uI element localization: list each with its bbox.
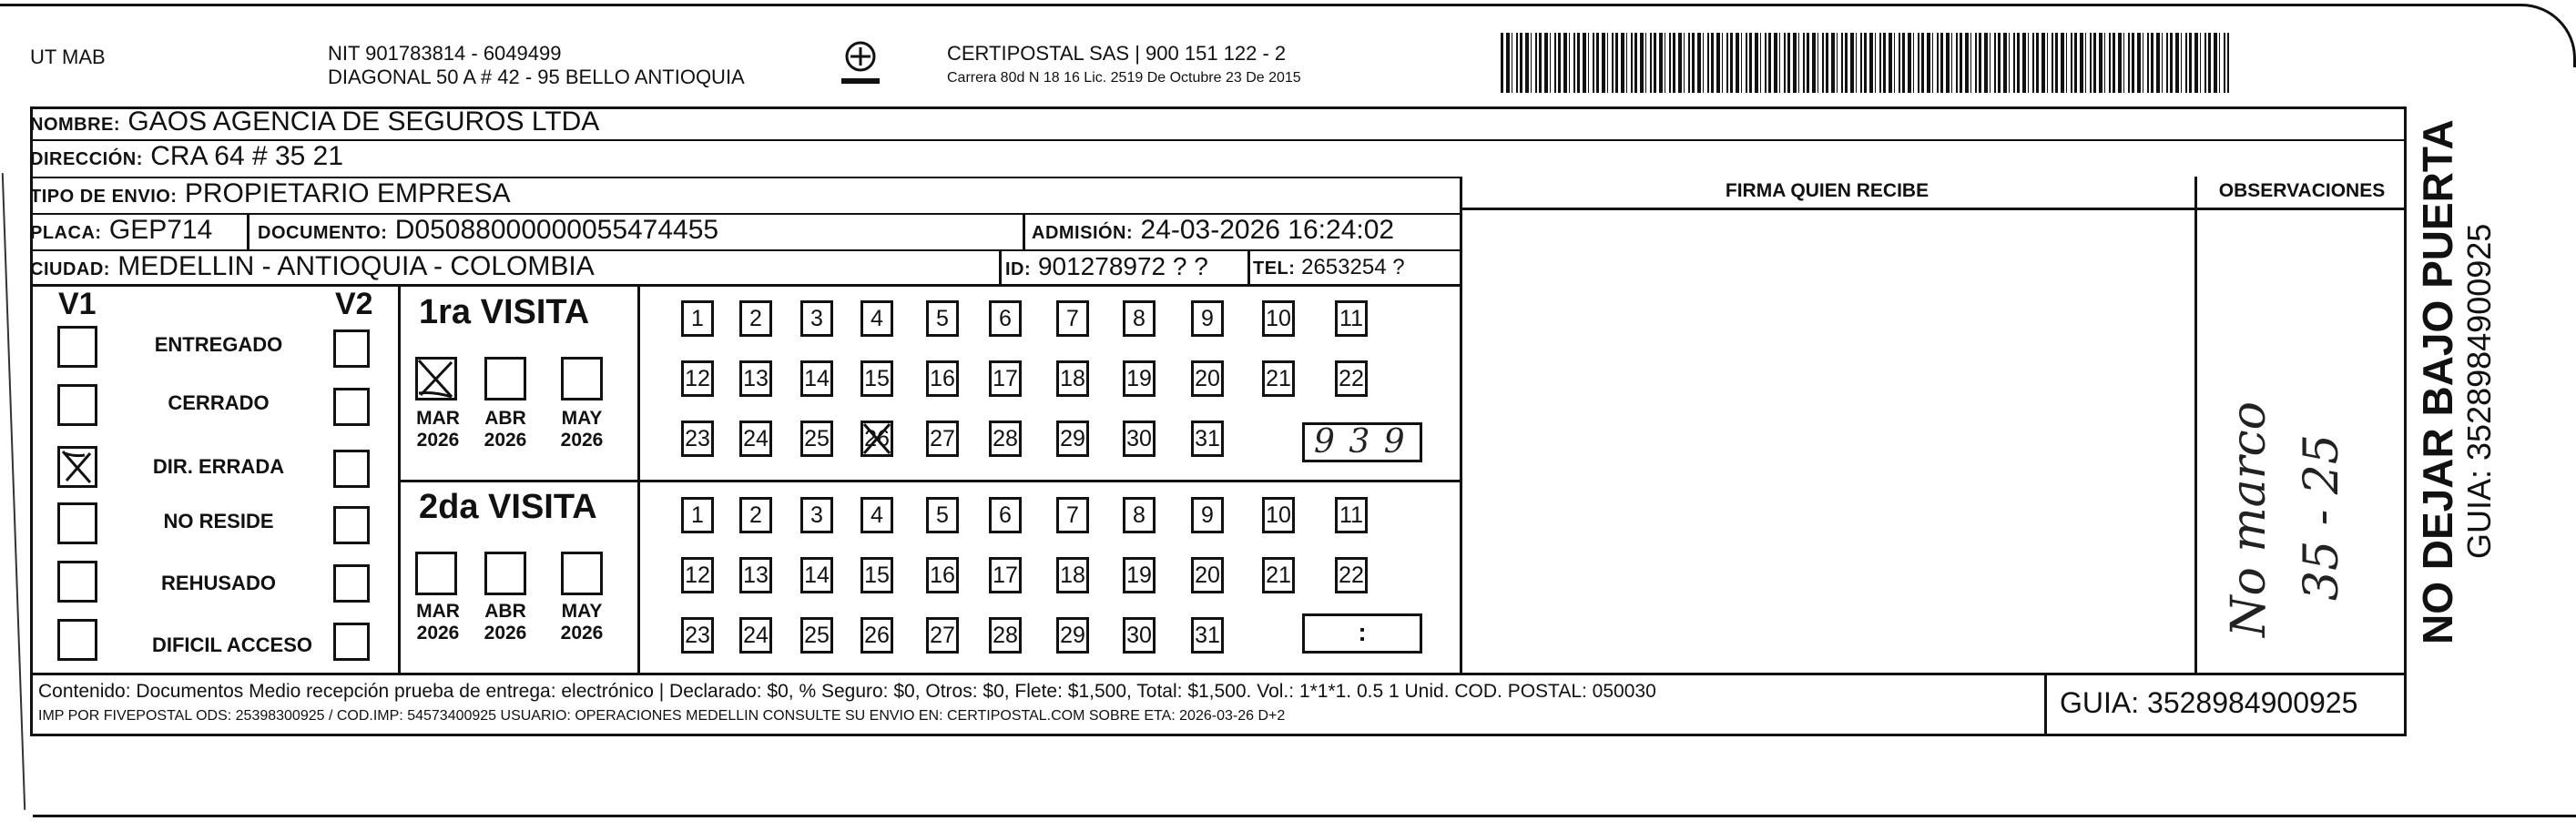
v1-checkbox-dificil-acceso[interactable] <box>57 619 97 661</box>
day-number: 3 <box>810 306 823 331</box>
day-number: 12 <box>685 366 710 391</box>
day-number: 13 <box>743 366 769 391</box>
month-label: ABR <box>484 408 526 429</box>
second-visit-day-7[interactable] <box>1056 497 1089 533</box>
day-number: 22 <box>1339 366 1364 391</box>
day-number: 10 <box>1266 502 1291 528</box>
firma-left-border <box>1460 177 1462 673</box>
day-number: 17 <box>993 563 1018 588</box>
documento-value: D05088000000055474455 <box>394 215 719 245</box>
day-number: 24 <box>743 623 769 648</box>
day-number: 25 <box>804 623 830 648</box>
day-number: 7 <box>1066 306 1079 331</box>
day-number: 2 <box>749 502 762 528</box>
row-nombre <box>30 106 2407 137</box>
first-visit-month-abr <box>479 408 532 451</box>
second-visit-month-may-checkbox[interactable] <box>561 552 603 595</box>
top-border <box>0 4 2513 6</box>
second-visit-day-1[interactable] <box>681 497 714 533</box>
second-visit-title: 2da VISITA <box>419 488 597 526</box>
year-label: 2026 <box>560 430 604 451</box>
admision-field <box>1032 215 1394 248</box>
first-visit-month-may-checkbox[interactable] <box>561 357 603 400</box>
id-field <box>1005 251 1208 285</box>
direccion-value: CRA 64 # 35 21 <box>150 141 344 171</box>
second-visit-day-8[interactable] <box>1123 497 1156 533</box>
day-number: 9 <box>1201 502 1214 528</box>
row-tipo <box>30 177 1460 209</box>
second-visit-day-12[interactable] <box>681 557 714 593</box>
day-number: 4 <box>871 502 883 528</box>
second-visit-day-26[interactable] <box>860 617 893 654</box>
second-visit-day-29[interactable] <box>1056 617 1089 654</box>
first-visit-hour-handwritten: 9 3 9 <box>1314 423 1407 461</box>
v2-checkbox-no-reside[interactable] <box>333 506 370 544</box>
day-number: 16 <box>930 563 955 588</box>
day-number: 11 <box>1339 306 1363 331</box>
v1-checkbox-cerrado[interactable] <box>57 384 97 426</box>
first-visit-day-15[interactable] <box>860 360 893 397</box>
visit-days-divider <box>637 284 640 673</box>
day-number: 18 <box>1060 366 1085 391</box>
status-bottom-line <box>30 673 2407 675</box>
v1-checkbox-dir-errada[interactable] <box>57 446 97 488</box>
first-visit-day-3[interactable] <box>800 300 833 337</box>
observaciones-handwritten-2: 35 - 25 <box>2295 434 2349 601</box>
second-visit-month-abr-checkbox[interactable] <box>484 552 526 595</box>
first-visit-day-28[interactable] <box>989 421 1022 457</box>
tipo-label: TIPO DE ENVIO: <box>30 187 178 207</box>
v1-checkbox-rehusado[interactable] <box>57 561 97 603</box>
bottom-border <box>33 815 2576 817</box>
first-visit-day-18[interactable] <box>1056 360 1089 397</box>
header-nit: NIT 901783814 - 6049499 <box>328 42 562 65</box>
footer-guia: GUIA: 3528984900925 <box>2060 686 2358 719</box>
id-label: ID: <box>1005 259 1032 279</box>
first-visit-month-may <box>555 408 608 451</box>
second-visit-hour-box[interactable] <box>1302 613 1422 654</box>
right-curve-border <box>2513 4 2576 67</box>
v1-label: V1 <box>58 287 97 321</box>
id-value: 901278972 ? ? <box>1037 252 1208 280</box>
day-number: 2 <box>749 306 762 331</box>
tipo-value: PROPIETARIO EMPRESA <box>184 178 511 208</box>
ciudad-label: CIUDAD: <box>30 259 110 279</box>
second-visit-day-13[interactable] <box>739 557 772 593</box>
observaciones-header: OBSERVACIONES <box>2218 180 2386 201</box>
first-visit-day-26[interactable] <box>860 421 893 457</box>
first-visit-month-mar <box>412 408 464 451</box>
day-number: 26 <box>864 426 890 451</box>
tel-divider <box>1247 249 1250 284</box>
day-number: 14 <box>804 563 830 588</box>
v1-checkbox-entregado[interactable] <box>57 326 97 368</box>
header-left-code: UT MAB <box>30 46 106 68</box>
second-visit-day-17[interactable] <box>989 557 1022 593</box>
v2-label: V2 <box>335 287 373 321</box>
day-number: 6 <box>999 502 1012 528</box>
first-visit-title: 1ra VISITA <box>419 293 590 331</box>
second-visit-day-2[interactable] <box>739 497 772 533</box>
first-visit-day-20[interactable] <box>1191 360 1224 397</box>
barcode <box>1501 33 2229 93</box>
day-number: 31 <box>1195 623 1220 648</box>
day-number: 13 <box>743 563 769 588</box>
second-visit-day-27[interactable] <box>926 617 959 654</box>
day-number: 1 <box>691 502 704 528</box>
visits-middle-line <box>398 480 1460 482</box>
status-rehusado: REHUSADO <box>161 572 276 594</box>
second-visit-day-30[interactable] <box>1123 617 1156 654</box>
first-visit-day-23[interactable] <box>681 421 714 457</box>
status-no-reside: NO RESIDE <box>163 510 274 532</box>
year-label: 2026 <box>560 623 604 644</box>
v2-checkbox-dir-errada[interactable] <box>333 450 370 488</box>
day-number: 21 <box>1266 366 1291 391</box>
month-label: ABR <box>484 601 526 622</box>
col-header-line <box>1460 208 2407 210</box>
footer-imp: IMP POR FIVEPOSTAL ODS: 25398300925 / COD.IMP: 54573400925 USUARIO: OPERACIONES MEDELLIN CONSULTE SU ENVIO EN: CERTIPOSTAL.COM SOBRE ETA: 2026-03-26 D+2 <box>38 708 1286 724</box>
v1-checkbox-no-reside[interactable] <box>57 502 97 544</box>
second-visit-day-15[interactable] <box>860 557 893 593</box>
admision-value: 24-03-2026 16:24:02 <box>1140 215 1395 245</box>
first-visit-day-16[interactable] <box>926 360 959 397</box>
first-visit-day-22[interactable] <box>1335 360 1368 397</box>
day-number: 12 <box>685 563 710 588</box>
year-label: 2026 <box>484 430 527 451</box>
day-number: 3 <box>810 502 823 528</box>
checkmark-icon <box>860 421 893 457</box>
placa-value: GEP714 <box>108 215 213 245</box>
certipostal-logo-icon <box>838 38 883 91</box>
second-visit-day-10[interactable] <box>1262 497 1295 533</box>
day-number: 19 <box>1126 563 1152 588</box>
day-number: 28 <box>993 623 1018 648</box>
first-visit-day-30[interactable] <box>1123 421 1156 457</box>
status-top-line <box>30 284 1460 287</box>
admision-label: ADMISIÓN: <box>1032 223 1134 243</box>
day-number: 10 <box>1266 306 1291 331</box>
tel-field <box>1253 253 1405 283</box>
first-visit-day-11[interactable] <box>1335 300 1368 337</box>
first-visit-hour-box[interactable] <box>1302 422 1422 462</box>
day-number: 20 <box>1195 563 1220 588</box>
month-label: MAR <box>416 601 460 622</box>
day-number: 28 <box>993 426 1018 451</box>
second-visit-day-23[interactable] <box>681 617 714 654</box>
placa-divider <box>247 213 249 249</box>
day-number: 26 <box>864 623 890 648</box>
header-license: Carrera 80d N 18 16 Lic. 2519 De Octubre 23 De 2015 <box>947 70 1301 86</box>
status-visit-divider <box>398 284 401 673</box>
first-visit-day-13[interactable] <box>739 360 772 397</box>
day-number: 8 <box>1133 502 1145 528</box>
first-visit-month-mar-checkbox[interactable] <box>415 357 457 400</box>
left-edge-line <box>2 173 25 810</box>
day-number: 24 <box>743 426 769 451</box>
observaciones-handwritten-1: No marco <box>2222 401 2276 637</box>
first-visit-day-1[interactable] <box>681 300 714 337</box>
second-visit-day-14[interactable] <box>800 557 833 593</box>
documento-field <box>258 215 718 248</box>
tel-value: 2653254 ? <box>1301 255 1405 279</box>
day-number: 21 <box>1266 563 1291 588</box>
status-dificil-acceso: DIFICIL ACCESO <box>151 633 312 656</box>
second-visit-day-20[interactable] <box>1191 557 1224 593</box>
second-visit-day-16[interactable] <box>926 557 959 593</box>
day-number: 4 <box>871 306 883 331</box>
status-cerrado: CERRADO <box>168 391 270 414</box>
second-visit-day-18[interactable] <box>1056 557 1089 593</box>
row-ciudad <box>30 249 1460 282</box>
day-number: 16 <box>930 366 955 391</box>
row-direccion <box>30 139 2407 172</box>
second-visit-day-4[interactable] <box>860 497 893 533</box>
second-visit-day-11[interactable] <box>1335 497 1368 533</box>
day-number: 22 <box>1339 563 1364 588</box>
first-visit-day-10[interactable] <box>1262 300 1295 337</box>
v2-checkbox-rehusado[interactable] <box>333 564 370 603</box>
first-visit-day-7[interactable] <box>1056 300 1089 337</box>
day-number: 23 <box>685 623 710 648</box>
year-label: 2026 <box>416 623 460 644</box>
v2-checkbox-cerrado[interactable] <box>333 388 370 426</box>
second-visit-month-abr <box>479 601 532 644</box>
ciudad-value: MEDELLIN - ANTIOQUIA - COLOMBIA <box>117 251 595 281</box>
side-guia-text: GUIA: 3528984900925 <box>2460 223 2498 559</box>
second-visit-day-6[interactable] <box>989 497 1022 533</box>
day-number: 31 <box>1195 426 1220 451</box>
second-visit-day-31[interactable] <box>1191 617 1224 654</box>
first-visit-day-6[interactable] <box>989 300 1022 337</box>
day-number: 7 <box>1066 502 1079 528</box>
status-dir-errada: DIR. ERRADA <box>152 455 285 478</box>
second-visit-day-5[interactable] <box>926 497 959 533</box>
checkmark-icon <box>415 357 457 400</box>
second-visit-day-25[interactable] <box>800 617 833 654</box>
second-visit-day-19[interactable] <box>1123 557 1156 593</box>
day-number: 5 <box>936 306 949 331</box>
month-label: MAR <box>416 408 460 429</box>
day-number: 1 <box>691 306 704 331</box>
day-number: 30 <box>1126 623 1152 648</box>
day-number: 20 <box>1195 366 1220 391</box>
footer-contenido: Contenido: Documentos Medio recepción prueba de entrega: electrónico | Declarado: $0, % Seguro: $0, Otros: $0, Flete: $1,500, Total: $1,500. Vol.: 1*1*1. 0.5 1 Unid. COD. POSTAL: 050030 <box>38 681 1656 702</box>
month-label: MAY <box>561 408 603 429</box>
first-visit-day-27[interactable] <box>926 421 959 457</box>
tel-label: TEL: <box>1253 258 1296 279</box>
day-number: 11 <box>1339 502 1363 528</box>
first-visit-day-5[interactable] <box>926 300 959 337</box>
day-number: 30 <box>1126 426 1152 451</box>
first-visit-day-14[interactable] <box>800 360 833 397</box>
day-number: 9 <box>1201 306 1214 331</box>
first-visit-day-8[interactable] <box>1123 300 1156 337</box>
second-visit-day-9[interactable] <box>1191 497 1224 533</box>
day-number: 8 <box>1133 306 1145 331</box>
footer-guia-divider <box>2044 673 2047 736</box>
day-number: 14 <box>804 366 830 391</box>
day-number: 27 <box>930 426 955 451</box>
direccion-label: DIRECCIÓN: <box>30 149 143 169</box>
second-visit-month-may <box>555 601 608 644</box>
day-number: 29 <box>1060 426 1085 451</box>
first-visit-day-17[interactable] <box>989 360 1022 397</box>
second-visit-day-21[interactable] <box>1262 557 1295 593</box>
documento-label: DOCUMENTO: <box>258 223 388 243</box>
header-address: DIAGONAL 50 A # 42 - 95 BELLO ANTIOQUIA <box>328 66 745 88</box>
first-visit-day-25[interactable] <box>800 421 833 457</box>
day-number: 5 <box>936 502 949 528</box>
second-visit-hour-placeholder: : <box>1358 618 1367 646</box>
second-visit-day-3[interactable] <box>800 497 833 533</box>
status-entregado: ENTREGADO <box>154 333 283 356</box>
day-number: 6 <box>999 306 1012 331</box>
day-number: 19 <box>1126 366 1152 391</box>
first-visit-month-abr-checkbox[interactable] <box>484 357 526 400</box>
month-label: MAY <box>561 601 603 622</box>
second-visit-day-24[interactable] <box>739 617 772 654</box>
header-company: CERTIPOSTAL SAS | 900 151 122 - 2 <box>947 42 1287 65</box>
first-visit-day-29[interactable] <box>1056 421 1089 457</box>
admision-divider <box>1023 213 1025 249</box>
second-visit-day-28[interactable] <box>989 617 1022 654</box>
day-number: 18 <box>1060 563 1085 588</box>
obs-left-border <box>2194 177 2197 673</box>
second-visit-month-mar <box>412 601 464 644</box>
nombre-value: GAOS AGENCIA DE SEGUROS LTDA <box>127 106 600 137</box>
side-warning-text: NO DEJAR BAJO PUERTA <box>2414 119 2461 644</box>
day-number: 15 <box>864 366 890 391</box>
day-number: 17 <box>993 366 1018 391</box>
day-number: 25 <box>804 426 830 451</box>
v2-checkbox-dificil-acceso[interactable] <box>333 623 370 661</box>
first-visit-day-24[interactable] <box>739 421 772 457</box>
first-visit-day-9[interactable] <box>1191 300 1224 337</box>
id-divider <box>999 249 1002 284</box>
first-visit-day-31[interactable] <box>1191 421 1224 457</box>
first-visit-day-4[interactable] <box>860 300 893 337</box>
first-visit-day-2[interactable] <box>739 300 772 337</box>
day-number: 23 <box>685 426 710 451</box>
first-visit-day-12[interactable] <box>681 360 714 397</box>
first-visit-day-21[interactable] <box>1262 360 1295 397</box>
day-number: 29 <box>1060 623 1085 648</box>
day-number: 15 <box>864 563 890 588</box>
year-label: 2026 <box>484 623 527 644</box>
first-visit-day-19[interactable] <box>1123 360 1156 397</box>
nombre-label: NOMBRE: <box>30 115 121 135</box>
placa-label: PLACA: <box>30 223 102 243</box>
checkmark-icon <box>57 446 97 488</box>
v2-checkbox-entregado[interactable] <box>333 329 370 368</box>
year-label: 2026 <box>416 430 460 451</box>
day-number: 27 <box>930 623 955 648</box>
second-visit-day-22[interactable] <box>1335 557 1368 593</box>
firma-header: FIRMA QUIEN RECIBE <box>1725 180 1929 201</box>
second-visit-month-mar-checkbox[interactable] <box>415 552 457 595</box>
